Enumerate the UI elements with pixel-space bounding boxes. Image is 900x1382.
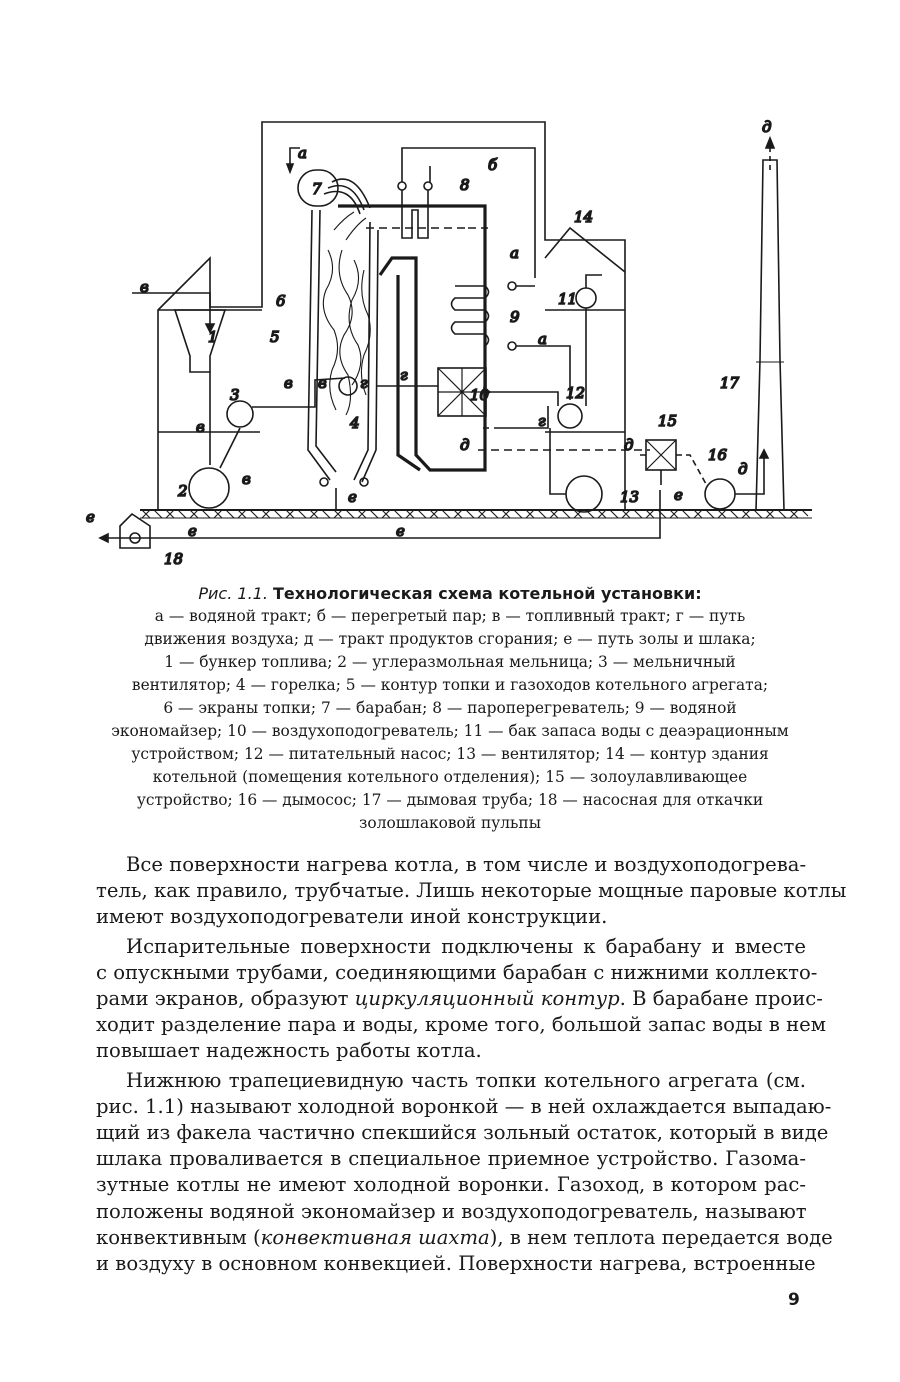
caption-line: вентилятор; 4 — горелка; 5 — контур топки и газоходов котельного агрегата; (131, 676, 769, 694)
text-fragment: . В барабане проис- (619, 987, 823, 1011)
page-number: 9 (788, 1290, 800, 1310)
label-10: 10 (470, 386, 490, 404)
label-8: 8 (460, 176, 470, 194)
smoke-exhauster (705, 479, 735, 509)
building-roof-right (545, 228, 625, 272)
label-e5: е (396, 522, 405, 540)
label-e1: е (348, 488, 357, 506)
label-a2: а (510, 244, 519, 262)
caption-line: движения воздуха; д — тракт продуктов сгорания; е — путь золы и шлака; (144, 630, 756, 648)
text-line: имеют воздухоподогреватели иной конструкции. (96, 905, 608, 929)
label-g3: г (538, 412, 546, 430)
convective-shaft (338, 206, 485, 470)
label-4: 4 (350, 414, 360, 432)
label-e3: е (86, 508, 95, 526)
label-7: 7 (312, 180, 322, 198)
label-a3: а (538, 330, 547, 348)
label-d-top: д (762, 118, 772, 136)
label-a1: а (298, 144, 307, 162)
text-line (96, 1225, 833, 1251)
text-line: рис. 1.1) называют холодной воронкой — в ней охлаждается выпадаю- (96, 1094, 832, 1118)
label-12: 12 (566, 384, 586, 402)
label-e4: е (188, 522, 197, 540)
label-d2: д (624, 436, 634, 454)
boiler-schematic-figure (80, 110, 820, 580)
label-9: 9 (510, 308, 520, 326)
paragraph-2 (96, 934, 827, 1065)
mill-fan (227, 401, 253, 427)
paragraph-3 (96, 1068, 833, 1278)
label-14: 14 (574, 208, 594, 226)
caption-line: котельной (помещения котельного отделения); 15 — золоулавливающее (152, 768, 748, 786)
text-line: Испарительные поверхности подключены к барабану и вместе (126, 934, 806, 958)
caption-line: устройством; 12 — питательный насос; 13 — вентилятор; 14 — контур здания (131, 745, 769, 763)
text-fragment: рами экранов, образуют (96, 987, 349, 1011)
text-line: положены водяной экономайзер и воздухоподогреватель, называют (96, 1199, 807, 1223)
label-17: 17 (720, 374, 740, 392)
coal-mill (189, 468, 229, 508)
text-line: Нижнюю трапециевидную часть топки котельного агрегата (см. (126, 1068, 806, 1092)
body-text (96, 852, 847, 1280)
caption-line: устройство; 16 — дымосос; 17 — дымовая труба; 18 — насосная для откачки (136, 791, 764, 809)
text-line: зутные котлы не имеют холодной воронки. Газоход, в котором рас- (96, 1173, 806, 1197)
text-line: Все поверхности нагрева котла, в том числе и воздухоподогрева- (126, 853, 807, 876)
text-line: повышает надежность работы котла. (96, 1039, 482, 1063)
label-v1: в (140, 278, 149, 296)
label-18: 18 (164, 550, 184, 568)
caption-line: экономайзер; 10 — воздухоподогреватель; 11 — бак запаса воды с деаэрационным (111, 722, 789, 740)
emphasis-term: циркуляционный контур (354, 987, 620, 1011)
label-v2: в (284, 374, 293, 392)
ground-line (140, 510, 812, 518)
label-v4: в (196, 418, 205, 436)
text-line: шлака проваливается в специальное приемное устройство. Газома- (96, 1147, 806, 1171)
label-d1: д (460, 436, 470, 454)
label-13: 13 (620, 488, 640, 506)
caption-line: а — водяной тракт; б — перегретый пар; в — топливный тракт; г — путь (154, 607, 746, 625)
label-v3: в (318, 374, 327, 392)
burner (339, 377, 357, 395)
label-15: 15 (658, 412, 678, 430)
emphasis-term: конвективная шахта (260, 1225, 490, 1249)
caption-line: 6 — экраны топки; 7 — барабан; 8 — пароперегреватель; 9 — водяной (163, 699, 737, 717)
paragraph-1 (96, 852, 847, 931)
figure-caption (95, 582, 805, 835)
text-line (96, 986, 823, 1012)
label-1: 1 (208, 328, 218, 346)
feed-pump (558, 404, 582, 428)
superheater (402, 190, 428, 238)
text-line: тель, как правило, трубчатые. Лишь некоторые мощные паровые котлы (96, 879, 847, 903)
text-fragment: конвективным ( (96, 1225, 261, 1249)
deaerator-tank (576, 288, 596, 308)
text-line: щий из факела частично спекшийся зольный остаток, который в виде (96, 1121, 829, 1145)
caption-line: 1 — бункер топлива; 2 — углеразмольная мельница; 3 — мельничный (164, 653, 736, 671)
text-line: ходит разделение пара и воды, кроме того, большой запас воды в нем (96, 1013, 827, 1037)
caption-title: Технологическая схема котельной установки: (273, 584, 702, 603)
label-e2: е (674, 486, 683, 504)
text-fragment: ), в нем теплота передается воде (489, 1225, 833, 1249)
label-g2: г (400, 366, 408, 384)
fan-13 (566, 476, 602, 512)
caption-line: золошлаковой пульпы (359, 814, 541, 832)
label-3: 3 (230, 386, 240, 404)
furnace-outline-left (308, 210, 336, 480)
label-6: 6 (276, 292, 286, 310)
caption-heading (95, 582, 805, 605)
caption-figure-number: Рис. 1.1. (198, 584, 268, 603)
text-line: и воздуху в основном конвекцией. Поверхности нагрева, встроенные (96, 1252, 816, 1276)
label-2: 2 (178, 482, 188, 500)
label-d3: д (738, 460, 748, 478)
label-b: б (488, 156, 498, 174)
label-5: 5 (270, 328, 280, 346)
label-v5: в (242, 470, 251, 488)
label-g1: г (360, 374, 368, 392)
label-11: 11 (558, 290, 578, 308)
text-line: с опускными трубами, соединяющими барабан с нижними коллекто- (96, 960, 818, 984)
economizer (452, 286, 489, 346)
label-16: 16 (708, 446, 728, 464)
